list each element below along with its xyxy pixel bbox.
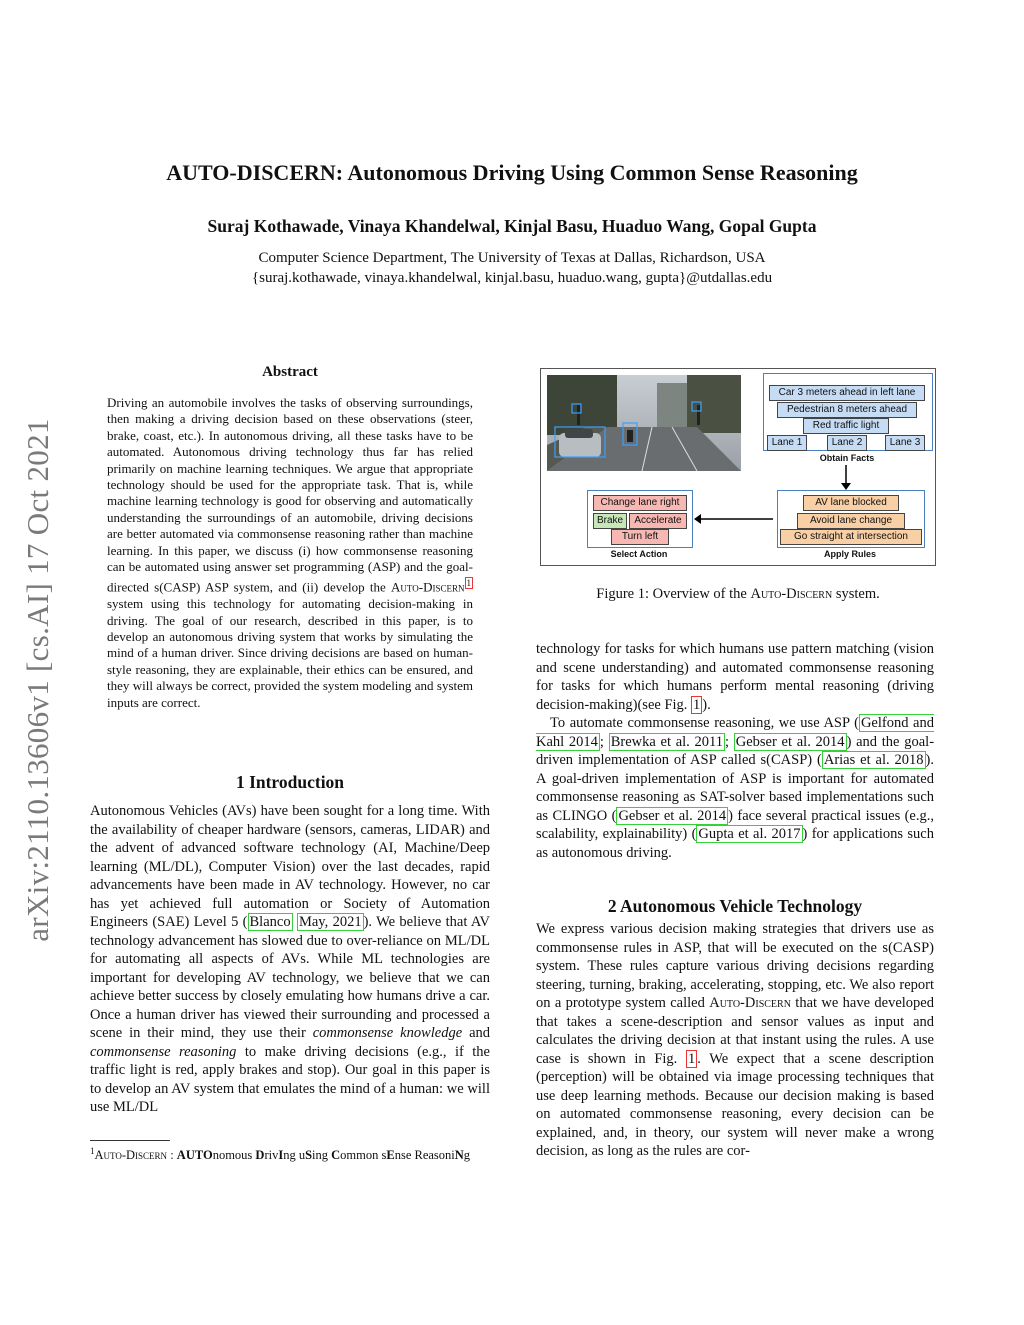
caption-name: Auto-Discern xyxy=(750,586,833,602)
section-1-heading: 1 Introduction xyxy=(235,772,345,792)
fact-lane-3: Lane 3 xyxy=(885,435,925,451)
section-1-body xyxy=(90,802,490,1117)
fn-part: nse Reasoni xyxy=(394,1148,455,1163)
affiliation: Computer Science Department, The University of Texas at Dallas, Richardson, USA xyxy=(258,250,766,266)
sec2-system-name: Auto-Discern xyxy=(709,995,791,1011)
rule-go-straight: Go straight at intersection xyxy=(780,529,922,545)
rule-av-lane-blocked: AV lane blocked xyxy=(803,495,899,511)
action-change-lane: Change lane right xyxy=(593,495,687,511)
right-p2e: ) for applications such as autonomous driving. xyxy=(536,826,934,861)
fn-part: nomous xyxy=(212,1148,256,1163)
fn-part: D xyxy=(255,1148,265,1163)
figure-1-caption xyxy=(540,586,936,603)
abstract-system-name: Auto-Discern xyxy=(391,579,465,595)
right-p1b: ). xyxy=(702,696,711,713)
rule-avoid-lane-change: Avoid lane change xyxy=(797,513,905,529)
section-2-body xyxy=(536,920,934,1161)
footnote xyxy=(90,1143,490,1163)
fn-part: g xyxy=(463,1148,471,1163)
citation-arias[interactable]: Arias et al. 2018 xyxy=(823,752,924,768)
fn-part: AUTO xyxy=(176,1148,213,1163)
intro-em-reasoning: commonsense reasoning xyxy=(90,1043,237,1060)
author-emails: {suraj.kothawade, vinaya.khandelwal, kinjal.basu, huaduo.wang, gupta}@utdallas.edu xyxy=(251,270,773,286)
footnote-link[interactable]: 1 xyxy=(466,578,471,589)
fn-part: ng u xyxy=(283,1148,306,1163)
citation-gebser-2[interactable]: Gebser et al. 2014 xyxy=(618,807,727,824)
caption-post: system. xyxy=(832,586,880,602)
right-p2a: To automate commonsense reasoning, we use ASP ( xyxy=(550,715,859,731)
fact-pedestrian: Pedestrian 8 meters ahead xyxy=(777,402,917,418)
caption-pre: Figure 1: Overview of the xyxy=(596,586,751,602)
arxiv-id: arXiv:2110.13606v1 [cs.AI] 17 Oct 2021 xyxy=(20,418,55,942)
fn-part: ommon s xyxy=(340,1148,387,1163)
right-p1a: technology for tasks for which humans use pattern matching (vision and scene understanding) and automated commonsense reasoning for tasks for which humans perform mental reasoning (driving decision-making)(see Fig. xyxy=(536,641,934,713)
intro-p2: ). We believe that AV technology advancement has slowed due to over-reliance on ML/DL for automating all aspects of AVs. While ML technologies are important for developing AV technology, we believe that we can achieve better success by closely emulating how humans drive a car. Once a human driver has viewed their surrounding and processed a scene in their mind, they use their xyxy=(90,914,491,1041)
sec2-p2: that we have developed that takes a scene-description and sensor values as input and calculates the driving decision at that instant using the rules. A use case is shown in Fig. xyxy=(536,995,934,1067)
intro-p1: Autonomous Vehicles (AVs) have been sought for a long time. With the availability of cheaper hardware (sensors, cameras, LIDAR) and the advent of advanced software technology (AI, Machine/Deep learning (ML/DL), Computer Vision) over the last decades, rapid advancements have been made in AV technology. However, no car has yet achieved full automation or Society of Automation Engineers (SAE) Level 5 ( xyxy=(90,803,490,930)
abstract-heading: Abstract xyxy=(262,364,318,380)
right-p2b: ) and the goal-driven implementation of ASP called s(CASP) ( xyxy=(536,733,935,768)
right-col-body xyxy=(536,640,934,862)
fn-part: E xyxy=(386,1148,395,1163)
fn-part: riv xyxy=(264,1148,279,1163)
fig-1-ref[interactable]: 1 xyxy=(693,696,701,713)
obtain-facts-label: Obtain Facts xyxy=(819,453,875,463)
fn-part: S xyxy=(305,1148,313,1163)
fn-part: N xyxy=(454,1148,464,1163)
action-accelerate: Accelerate xyxy=(629,513,687,529)
fn-part: I xyxy=(278,1148,284,1163)
sec2-p1: We express various decision making strategies that drivers use as commonsense rules in ASP, that will be executed on the s(CASP) system. These rules capture various driving decisions regarding steering, turning, braking, accelerating, stopping, etc. We also report on a prototype system called xyxy=(536,921,934,1011)
fact-lane-2: Lane 2 xyxy=(827,435,867,451)
fig-1-ref-2[interactable]: 1 xyxy=(687,1050,696,1067)
intro-p3: to make driving decisions (e.g., if the traffic light is red, apply brakes and stop). Our goal in this paper is to develop an AV system that emulates the mind of a human: we will use ML/DL xyxy=(90,1043,490,1115)
footnote-sep: : xyxy=(167,1148,177,1163)
right-p2c: ). A goal-driven implementation of ASP is important for automated commonsense reasoning as SAT-solver based implementations such as CLINGO ( xyxy=(536,752,934,824)
footnote-name: Auto-Discern xyxy=(94,1148,168,1163)
footnote-rule xyxy=(90,1140,170,1141)
paper-authors: Suraj Kothawade, Vinaya Khandelwal, Kinjal Basu, Huaduo Wang, Gopal Gupta xyxy=(207,216,817,236)
semi: ; xyxy=(724,733,734,750)
figure-1 xyxy=(540,368,936,566)
fn-part: ing xyxy=(312,1148,332,1163)
abstract-text-2: system using this technology for automating decision-making in driving. The goal of our research, described in this paper, is to develop an autonomous driving system that works by simulating the mind of a human driver. Since driving decisions are based on human-style reasoning, they are explainable, their ethics can be ensured, and they will always be correct, provided the system modeling and system inputs are correct. xyxy=(107,596,473,710)
citation-gebser[interactable]: Gebser et al. 2014 xyxy=(735,733,845,750)
fact-lane-1: Lane 1 xyxy=(767,435,807,451)
section-2-heading: 2 Autonomous Vehicle Technology xyxy=(607,896,863,916)
action-turn-left: Turn left xyxy=(611,529,669,545)
semi: ; xyxy=(599,733,609,750)
citation-may-2021[interactable]: May, 2021 xyxy=(298,914,362,930)
fact-car-ahead: Car 3 meters ahead in left lane xyxy=(769,385,925,401)
action-brake: Brake xyxy=(593,513,627,529)
intro-em-knowledge: commonsense knowledge xyxy=(312,1025,463,1041)
intro-and: and xyxy=(462,1025,490,1041)
abstract-text-1: Driving an automobile involves the tasks of observing surroundings, then making a driving decision based on these observations (steer, brake, coast, etc.). In autonomous driving, all these tasks have to be automated. Autonomous driving technology thus far has relied primarily on machine learning techniques. We argue that appropriate technology should be used for the appropriate task. That is, while machine learning technology is good for observing and automatically understanding the surroundings of an automobile, driving decisions are better automated via commonsense reasoning rather than machine learning. In this paper, we discuss (i) how commonsense reasoning can be automated using answer set programming (ASP) and the goal-directed s(CASP) ASP system, and (ii) develop the xyxy=(107,395,473,595)
citation-blanco[interactable]: Blanco xyxy=(249,914,291,930)
footnote-mark: 1 xyxy=(90,1146,95,1156)
apply-rules-label: Apply Rules xyxy=(823,549,876,559)
arxiv-stamp xyxy=(8,370,68,990)
sec2-p3: . We expect that a scene description (perception) will be obtained via image processing techniques that use deep learning methods. Because our decision making is based on automated commonsense reasoning, every decision can be explained, and, in theory, our system will never make a wrong decision, as long as the rules are cor- xyxy=(536,1050,934,1159)
fact-red-light: Red traffic light xyxy=(803,418,889,434)
paper-title: AUTO-DISCERN: Autonomous Driving Using Common Sense Reasoning xyxy=(166,160,858,185)
citation-brewka[interactable]: Brewka et al. 2011 xyxy=(610,733,723,750)
select-action-label: Select Action xyxy=(610,549,668,559)
right-para-1 xyxy=(536,640,934,714)
fn-part: C xyxy=(331,1148,341,1163)
right-para-2 xyxy=(536,714,934,862)
abstract-body xyxy=(107,395,473,711)
right-p2d: ) face several practical issues (e.g., scalability, explainability) ( xyxy=(536,807,934,842)
citation-gelfond[interactable]: Gelfond and Kahl 2014 xyxy=(536,715,934,750)
citation-gupta[interactable]: Gupta et al. 2017 xyxy=(698,826,801,842)
